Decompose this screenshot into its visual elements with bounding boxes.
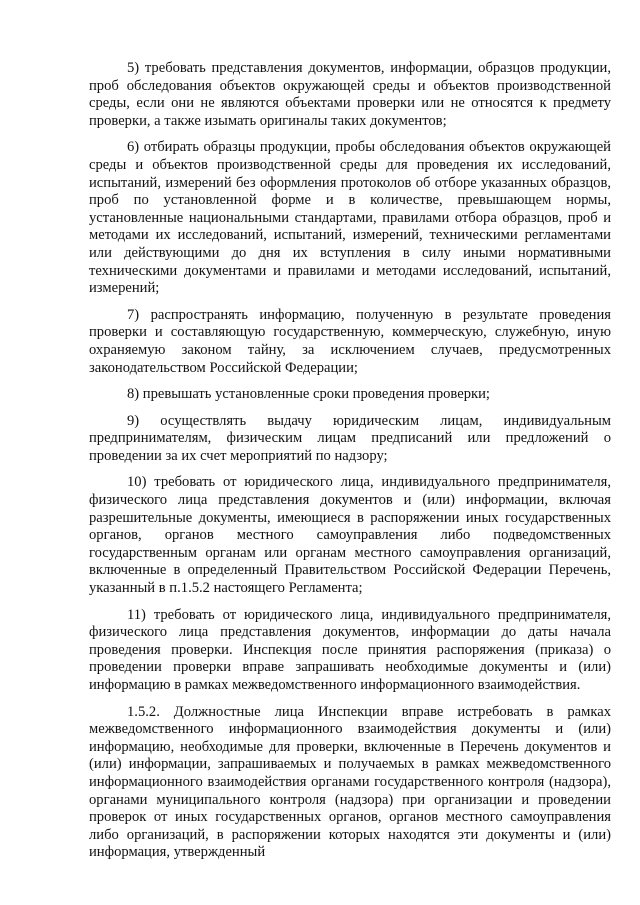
paragraph-section-1-5-2: 1.5.2. Должностные лица Инспекции вправе истребовать в рамках межведомственного информационного взаимодействия документы и (или) информацию, необходимые для проверки, включенные в Перечень документов и (или) информации, запрашиваемых и получаемых в рамках межведомственного информационного взаимодействия органами государственного контроля (надзора), органами муниципального контроля (надзора) при организации и проведении проверок от иных государственных органов, органов местного самоуправления либо организаций, в распоряжении которых находятся эти документы и (или) информация, утвержденный (89, 703, 611, 861)
document-body (89, 60, 611, 871)
paragraph-item-8: 8) превышать установленные сроки проведения проверки; (127, 386, 490, 403)
paragraph-item-10: 10) требовать от юридического лица, индивидуального предпринимателя, физического лица представления документов и (или) информации, включая разрешительные документы, имеющиеся в распоряжении иных государственных органов, органов местного самоуправления либо подведомственных государственным органам или органам местного самоуправления организаций, включенные в определенный Правительством Российской Федерации Перечень, указанный в п.1.5.2 настоящего Регламента; (89, 474, 611, 597)
paragraph-item-7: 7) распространять информацию, полученную в результате проведения проверки и составляющую государственную, коммерческую, служебную, иную охраняемую законом тайну, за исключением случаев, предусмотренных законодательством Российской Федерации; (89, 306, 611, 376)
paragraph-item-11: 11) требовать от юридического лица, индивидуального предпринимателя, физического лица представления документов, информации до даты начала проведения проверки. Инспекция после принятия распоряжения (приказа) о проведении проверки вправе запрашивать необходимые документы и (или) информацию в рамках межведомственного информационного взаимодействия. (89, 606, 611, 693)
paragraph-item-9: 9) осуществлять выдачу юридическим лицам, индивидуальным предпринимателям, физическим лицам предписаний или предложений о проведении за их счет мероприятий по надзору; (89, 412, 611, 464)
paragraph-item-5: 5) требовать представления документов, информации, образцов продукции, проб обследования объектов окружающей среды и объектов производственной среды, если они не являются объектами проверки или не относятся к предмету проверки, а также изымать оригиналы таких документов; (89, 60, 611, 129)
paragraph-item-6: 6) отбирать образцы продукции, пробы обследования объектов окружающей среды и объектов производственной среды для проведения их исследований, испытаний, измерений без оформления протоколов об отборе указанных образцов, проб по установленной форме и в количестве, превышающем нормы, установленные национальными стандартами, правилами отбора образцов, проб и методами их исследований, испытаний, измерений, техническими регламентами или действующими до дня их вступления в силу иными нормативными техническими документами и правилами и методами исследований, испытаний, измерений; (89, 139, 611, 297)
